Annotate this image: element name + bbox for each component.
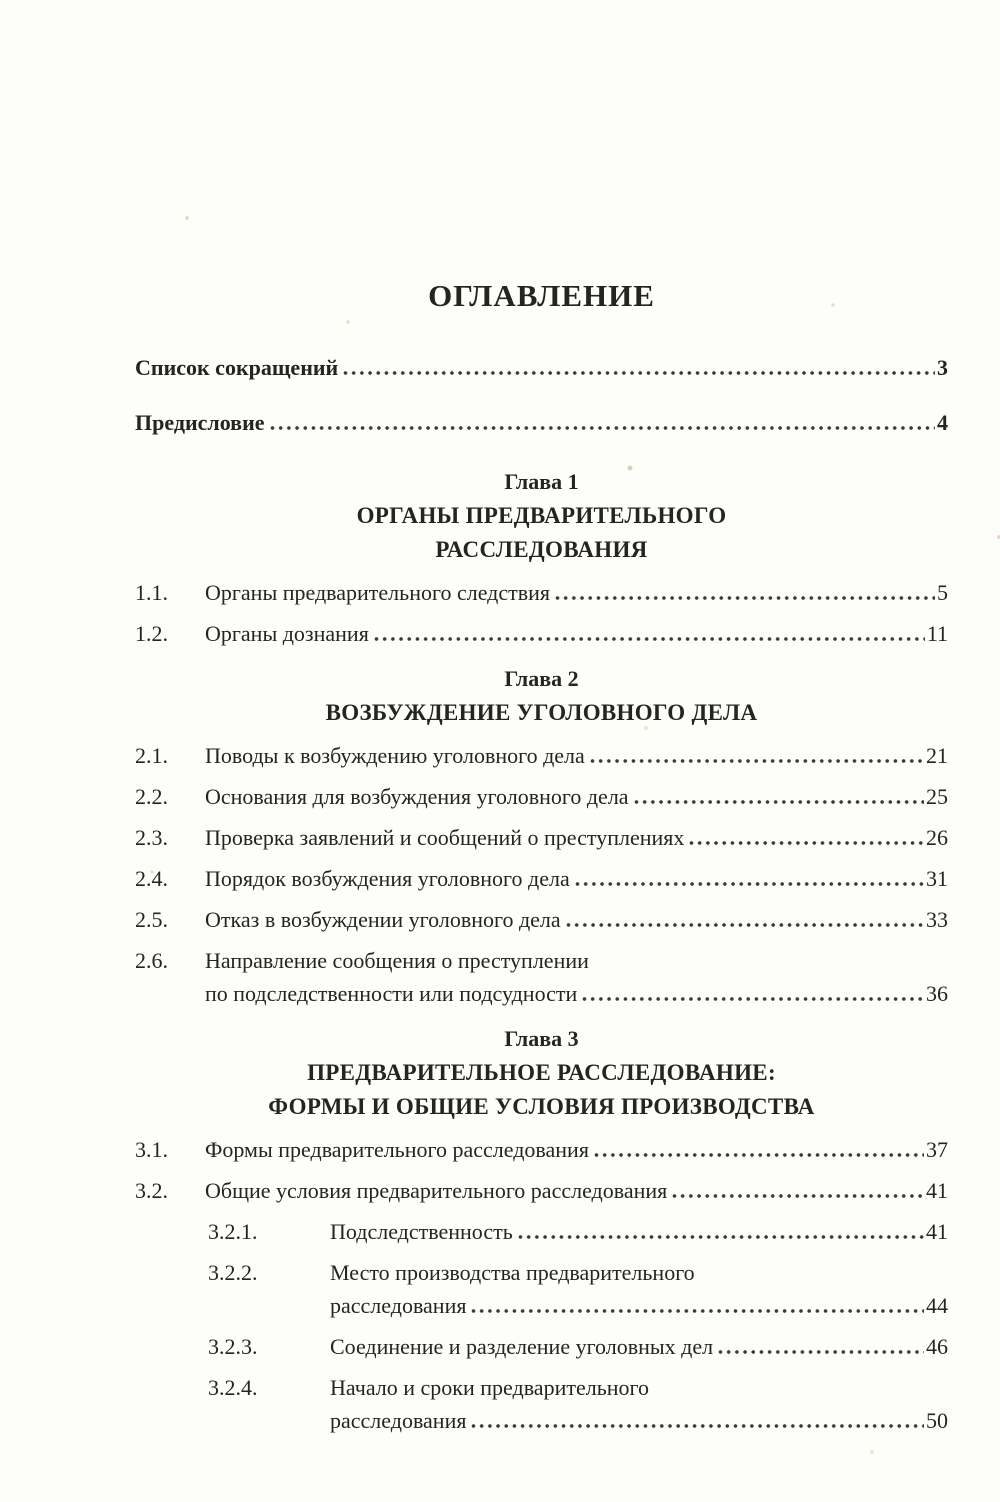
- dot-leader: [594, 1152, 924, 1158]
- entry-title: Направление сообщения о преступлении: [205, 948, 589, 973]
- dot-leader: [582, 996, 924, 1002]
- toc-entry: [135, 620, 948, 648]
- entry-number: 3.1.: [135, 1137, 168, 1162]
- chapter-title-line: ФОРМЫ И ОБЩИЕ УСЛОВИЯ ПРОИЗВОДСТВА: [268, 1094, 815, 1119]
- entry-title-continued: по подследственности или подсудности: [205, 981, 578, 1006]
- entry-page: 44: [926, 1293, 948, 1318]
- entry-title: Отказ в возбуждении уголовного дела: [205, 907, 561, 932]
- chapter-title-line: ПРЕДВАРИТЕЛЬНОЕ РАССЛЕДОВАНИЕ:: [307, 1060, 776, 1085]
- entry-page: 21: [926, 743, 948, 768]
- entry-number: 2.3.: [135, 825, 168, 850]
- entry-page: 46: [926, 1334, 948, 1359]
- toc-entry-continuation: [135, 980, 948, 1008]
- toc-entry: [135, 906, 948, 934]
- entry-page: 26: [926, 825, 948, 850]
- entry-number: 1.1.: [135, 580, 168, 605]
- toc-subentry: [135, 1218, 948, 1246]
- toc-subentry: [135, 1259, 948, 1287]
- chapter-2: [135, 661, 948, 1008]
- entry-page: 33: [926, 907, 948, 932]
- toc-entry: [135, 579, 948, 607]
- toc-entry: [135, 354, 948, 382]
- entry-number: 3.2.3.: [208, 1334, 258, 1359]
- entry-title: Предисловие: [135, 410, 265, 435]
- toc-entry: [135, 1136, 948, 1164]
- entry-number: 3.2.: [135, 1178, 168, 1203]
- entry-title: Порядок возбуждения уголовного дела: [205, 866, 570, 891]
- chapter-heading: [135, 661, 948, 730]
- toc-entry: [135, 824, 948, 852]
- entry-title: Место производства предварительного: [330, 1260, 695, 1285]
- toc-subentry-continuation: [135, 1292, 948, 1320]
- entry-title: Соединение и разделение уголовных дел: [330, 1334, 714, 1359]
- toc-subentry: [135, 1333, 948, 1361]
- dot-leader: [555, 595, 935, 601]
- dot-leader: [471, 1423, 924, 1429]
- entry-number: 3.2.4.: [208, 1375, 258, 1400]
- entry-title: Поводы к возбуждению уголовного дела: [205, 743, 585, 768]
- dot-leader: [590, 758, 924, 764]
- entry-number: 3.2.2.: [208, 1260, 258, 1285]
- chapter-heading: [135, 464, 948, 567]
- chapter-1: [135, 464, 948, 648]
- entry-page: 31: [926, 866, 948, 891]
- entry-title: Проверка заявлений и сообщений о преступлениях: [205, 825, 685, 850]
- entry-title-continued: расследования: [330, 1293, 467, 1318]
- chapter-title-line: ОРГАНЫ ПРЕДВАРИТЕЛЬНОГО: [356, 503, 727, 528]
- dot-leader: [689, 840, 924, 846]
- entry-title: Начало и сроки предварительного: [330, 1375, 649, 1400]
- chapter-3: [135, 1021, 948, 1435]
- entry-page: 5: [937, 580, 948, 605]
- page-title: ОГЛАВЛЕНИЕ: [428, 278, 655, 313]
- chapter-label: Глава 1: [504, 469, 579, 494]
- chapter-label: Глава 2: [504, 666, 579, 691]
- entry-title: Органы предварительного следствия: [205, 580, 551, 605]
- entry-page: 50: [926, 1408, 948, 1433]
- entry-number: 2.4.: [135, 866, 168, 891]
- dot-leader: [343, 370, 935, 376]
- entry-page: 25: [926, 784, 948, 809]
- entry-title: Формы предварительного расследования: [205, 1137, 589, 1162]
- toc-entry: [135, 865, 948, 893]
- entry-title: Список сокращений: [135, 355, 339, 380]
- entry-title-continued: расследования: [330, 1408, 467, 1433]
- dot-leader: [634, 799, 924, 805]
- toc-subentry: [135, 1374, 948, 1402]
- toc-entry: [135, 742, 948, 770]
- entry-page: 41: [926, 1178, 948, 1203]
- dot-leader: [270, 425, 935, 431]
- entry-title: Общие условия предварительного расследования: [205, 1178, 668, 1203]
- entry-title: Основания для возбуждения уголовного дела: [205, 784, 629, 809]
- dot-leader: [672, 1193, 924, 1199]
- entry-number: 2.6.: [135, 948, 168, 973]
- chapter-title-line: ВОЗБУЖДЕНИЕ УГОЛОВНОГО ДЕЛА: [325, 700, 758, 725]
- entry-page: 41: [926, 1219, 948, 1244]
- front-matter: [135, 354, 948, 437]
- dot-leader: [718, 1349, 924, 1355]
- entry-number: 3.2.1.: [208, 1219, 258, 1244]
- entry-number: 2.1.: [135, 743, 168, 768]
- chapter-heading: [135, 1021, 948, 1124]
- entry-page: 37: [926, 1137, 948, 1162]
- toc-entry: [135, 409, 948, 437]
- toc-entry: [135, 947, 948, 975]
- entry-page: 36: [926, 981, 948, 1006]
- dot-leader: [518, 1234, 924, 1240]
- dot-leader: [471, 1308, 924, 1314]
- dot-leader: [374, 636, 925, 642]
- entry-page: 4: [937, 410, 948, 435]
- dot-leader: [575, 881, 924, 887]
- chapter-label: Глава 3: [504, 1026, 579, 1051]
- entry-page: 11: [926, 621, 948, 646]
- entry-number: 2.5.: [135, 907, 168, 932]
- toc-entry: [135, 1177, 948, 1205]
- entry-title: Подследственность: [330, 1219, 513, 1244]
- chapter-title-line: РАССЛЕДОВАНИЯ: [435, 537, 648, 562]
- entry-page: 3: [937, 355, 948, 380]
- toc-entry: [135, 783, 948, 811]
- entry-number: 1.2.: [135, 621, 168, 646]
- dot-leader: [566, 922, 924, 928]
- entry-title: Органы дознания: [205, 621, 369, 646]
- entry-number: 2.2.: [135, 784, 168, 809]
- toc-subentry-continuation: [135, 1407, 948, 1435]
